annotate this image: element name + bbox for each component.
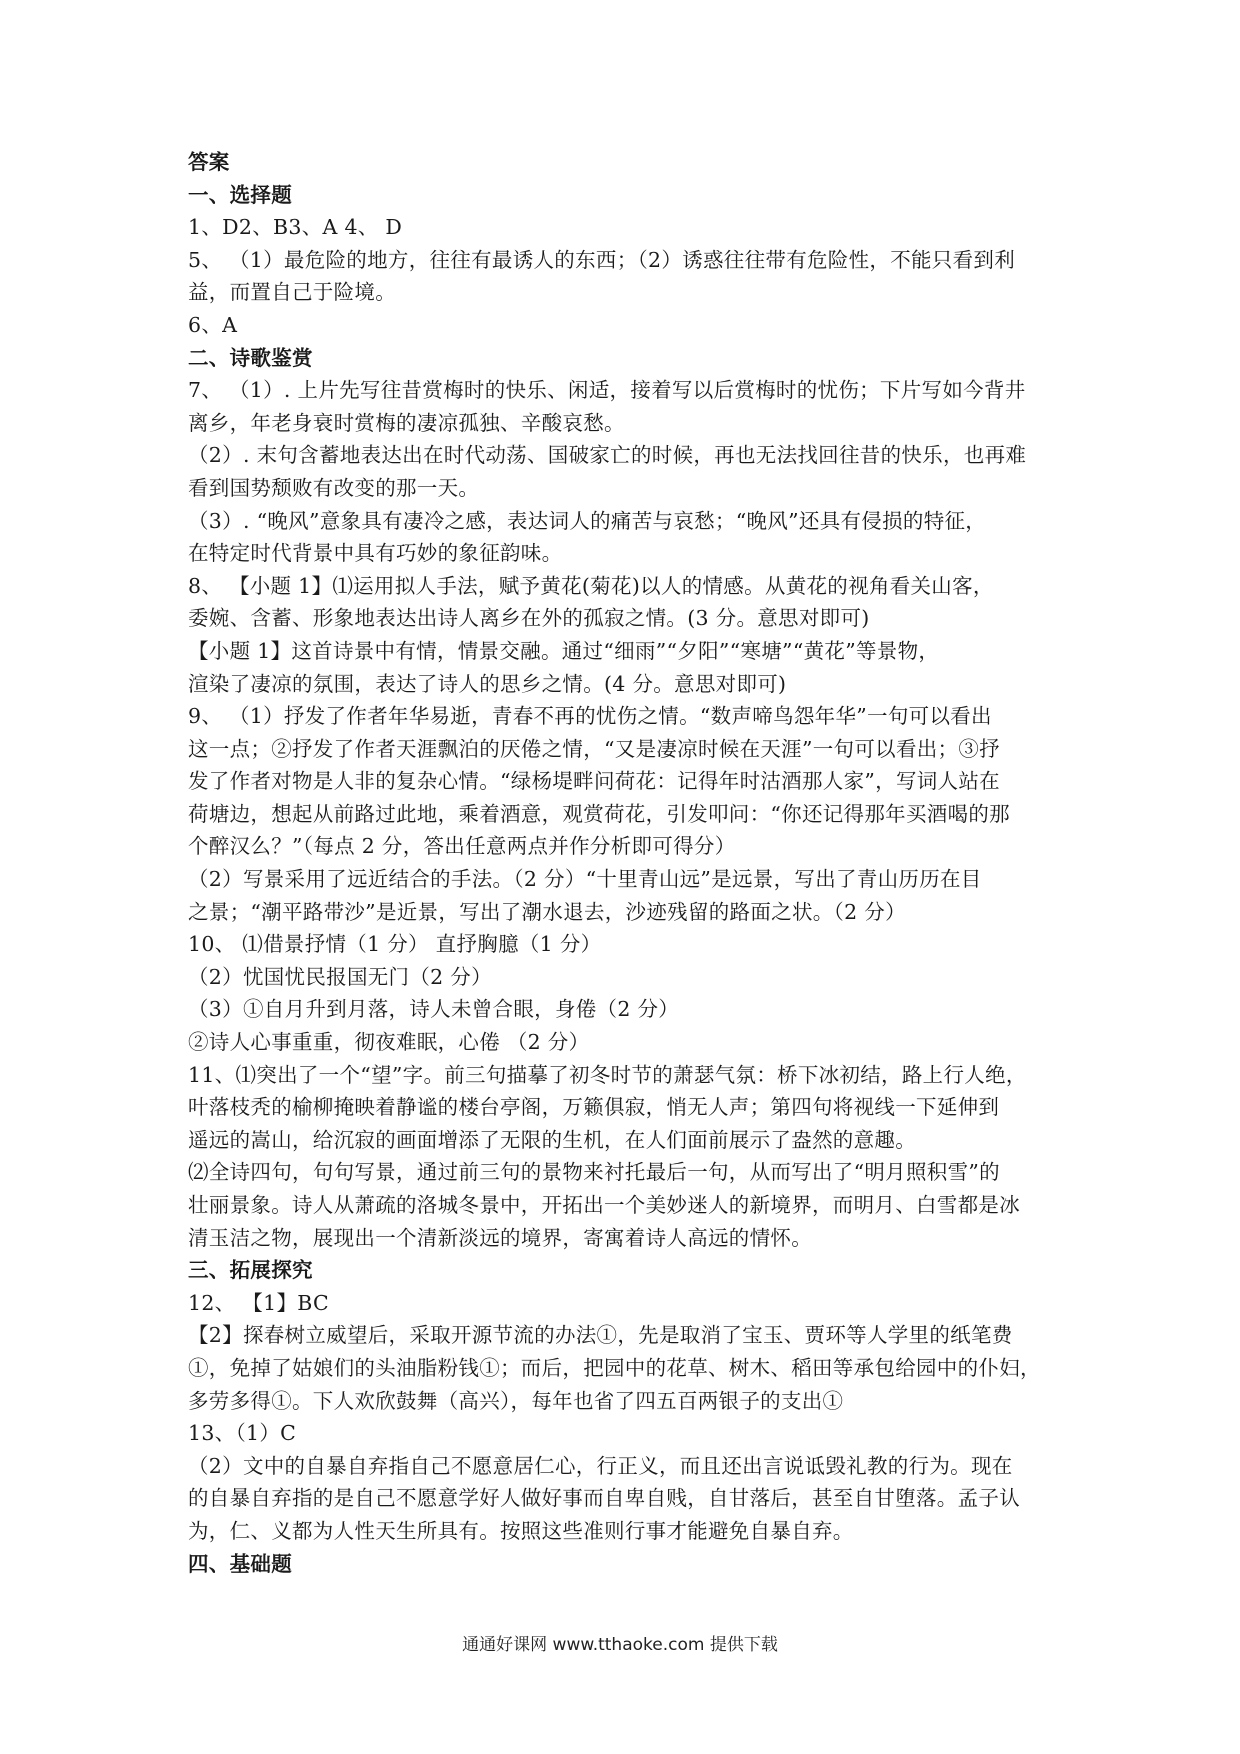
text-line: ①，免掉了姑娘们的头油脂粉钱①；而后，把园中的花草、树木、稻田等承包给园中的仆妇，	[188, 1355, 1041, 1380]
text-line: 叶落枝秃的榆柳掩映着静谧的楼台亭阁，万籁俱寂，悄无人声；第四句将视线一下延伸到	[188, 1095, 1000, 1120]
text-line: 11、⑴突出了一个“望”字。前三句描摹了初冬时节的萧瑟气氛：桥下冰初结，路上行人绝，	[188, 1062, 1027, 1087]
text-line: （2）. 末句含蓄地表达出在时代动荡、国破家亡的时候，再也无法找回往昔的快乐，也再难	[188, 443, 1027, 468]
text-line: 5、 （1）最危险的地方，往往有最诱人的东西；（2）诱惑往往带有危险性，不能只看到利	[188, 247, 1015, 272]
text-line: 1、D2、B3、A 4、 D	[188, 215, 403, 240]
text-line: 9、 （1）抒发了作者年华易逝，青春不再的忧伤之情。“数声啼鸟怨年华”一句可以看出	[188, 704, 992, 729]
text-line: 离乡，年老身衰时赏梅的凄凉孤独、辛酸哀愁。	[188, 410, 625, 435]
page-title: 答案	[188, 150, 230, 174]
text-line: 壮丽景象。诗人从萧疏的洛城冬景中，开拓出一个美妙迷人的新境界，而明月、白雪都是冰	[188, 1193, 1020, 1217]
section-heading: 四、基础题	[188, 1551, 292, 1576]
text-line: 为，仁、义都为人性天生所具有。按照这些准则行事才能避免自暴自弃。	[188, 1518, 854, 1543]
text-line: ⑵全诗四句，句句写景，通过前三句的景物来衬托最后一句，从而写出了“明月照积雪”的	[188, 1160, 1000, 1185]
text-line: 6、A	[188, 312, 238, 337]
text-line: 的自暴自弃指的是自己不愿意学好人做好事而自卑自贱，自甘落后，甚至自甘堕落。孟子认	[188, 1486, 1020, 1511]
text-line: 委婉、含蓄、形象地表达出诗人离乡在外的孤寂之情。(3 分。意思对即可)	[188, 606, 870, 631]
text-line: ②诗人心事重重，彻夜难眠，心倦 （2 分）	[188, 1030, 590, 1055]
text-line: 【小题 1】这首诗景中有情，情景交融。通过“细雨”“夕阳”“寒塘”“黄花”等景物，	[188, 638, 940, 663]
text-line: （2）写景采用了远近结合的手法。（2 分）“十里青山远”是远景，写出了青山历历在目	[188, 867, 982, 892]
text-line: 【2】探春树立威望后，采取开源节流的办法①，先是取消了宝玉、贾环等人学里的纸笔费	[188, 1323, 1013, 1348]
text-line: 渲染了凄凉的氛围，表达了诗人的思乡之情。(4 分。意思对即可)	[188, 671, 787, 696]
text-line: 7、 （1）. 上片先写往昔赏梅时的快乐、闲适，接着写以后赏梅时的忧伤；下片写如今背井	[188, 378, 1026, 403]
text-line: （2）文中的自暴自弃指自己不愿意居仁心，行正义，而且还出言说诋毁礼教的行为。现在	[188, 1453, 1013, 1478]
text-line: 10、 ⑴借景抒情（1 分） 直抒胸臆（1 分）	[188, 932, 602, 957]
text-line: （3）①自月升到月落，诗人未曾合眼，身倦（2 分）	[188, 997, 680, 1022]
text-line: 清玉洁之物，展现出一个清新淡远的境界，寄寓着诗人高远的情怀。	[188, 1225, 812, 1250]
text-line: 发了作者对物是人非的复杂心情。“绿杨堤畔问荷花：记得年时沽酒那人家”，写词人站在	[188, 769, 1000, 794]
text-line: 之景；“潮平路带沙”是近景，写出了潮水退去，沙迹残留的路面之状。（2 分）	[188, 899, 906, 924]
section-heading: 二、诗歌鉴赏	[188, 345, 313, 370]
text-line: 个醉汉么？”（每点 2 分，答出任意两点并作分析即可得分）	[188, 834, 736, 859]
answer-lines	[188, 179, 1060, 1581]
answer-document	[188, 146, 1060, 1580]
section-heading: 一、选择题	[188, 182, 292, 207]
text-line: 荷塘边，想起从前路过此地，乘着酒意，观赏荷花，引发叩问：“你还记得那年买酒喝的那	[188, 801, 1010, 826]
text-line: 12、 【1】BC	[188, 1290, 329, 1315]
text-line: （2）忧国忧民报国无门（2 分）	[188, 964, 492, 989]
page-footer: 通通好课网 www.tthaoke.com 提供下载	[462, 1635, 778, 1655]
text-line: 益，而置自己于险境。	[188, 280, 396, 305]
text-line: 8、 【小题 1】⑴运用拟人手法，赋予黄花(菊花)以人的情感。从黄花的视角看关山客，	[188, 573, 994, 598]
text-line: 多劳多得①。下人欢欣鼓舞（高兴），每年也省了四五百两银子的支出①	[188, 1388, 844, 1413]
text-line: 这一点；②抒发了作者天涯飘泊的厌倦之情，“又是凄凉时候在天涯”一句可以看出；③抒	[188, 736, 1000, 761]
text-line: 13、（1）C	[188, 1421, 297, 1446]
text-line: 在特定时代背景中具有巧妙的象征韵味。	[188, 541, 563, 566]
section-heading: 三、拓展探究	[188, 1258, 313, 1283]
text-line: （3）. “晚风”意象具有凄冷之感，表达词人的痛苦与哀愁；“晚风”还具有侵损的特征，	[188, 508, 987, 533]
text-line: 遥远的嵩山，给沉寂的画面增添了无限的生机，在人们面前展示了盎然的意趣。	[188, 1127, 916, 1152]
text-line: 看到国势颓败有改变的那一天。	[188, 475, 480, 500]
